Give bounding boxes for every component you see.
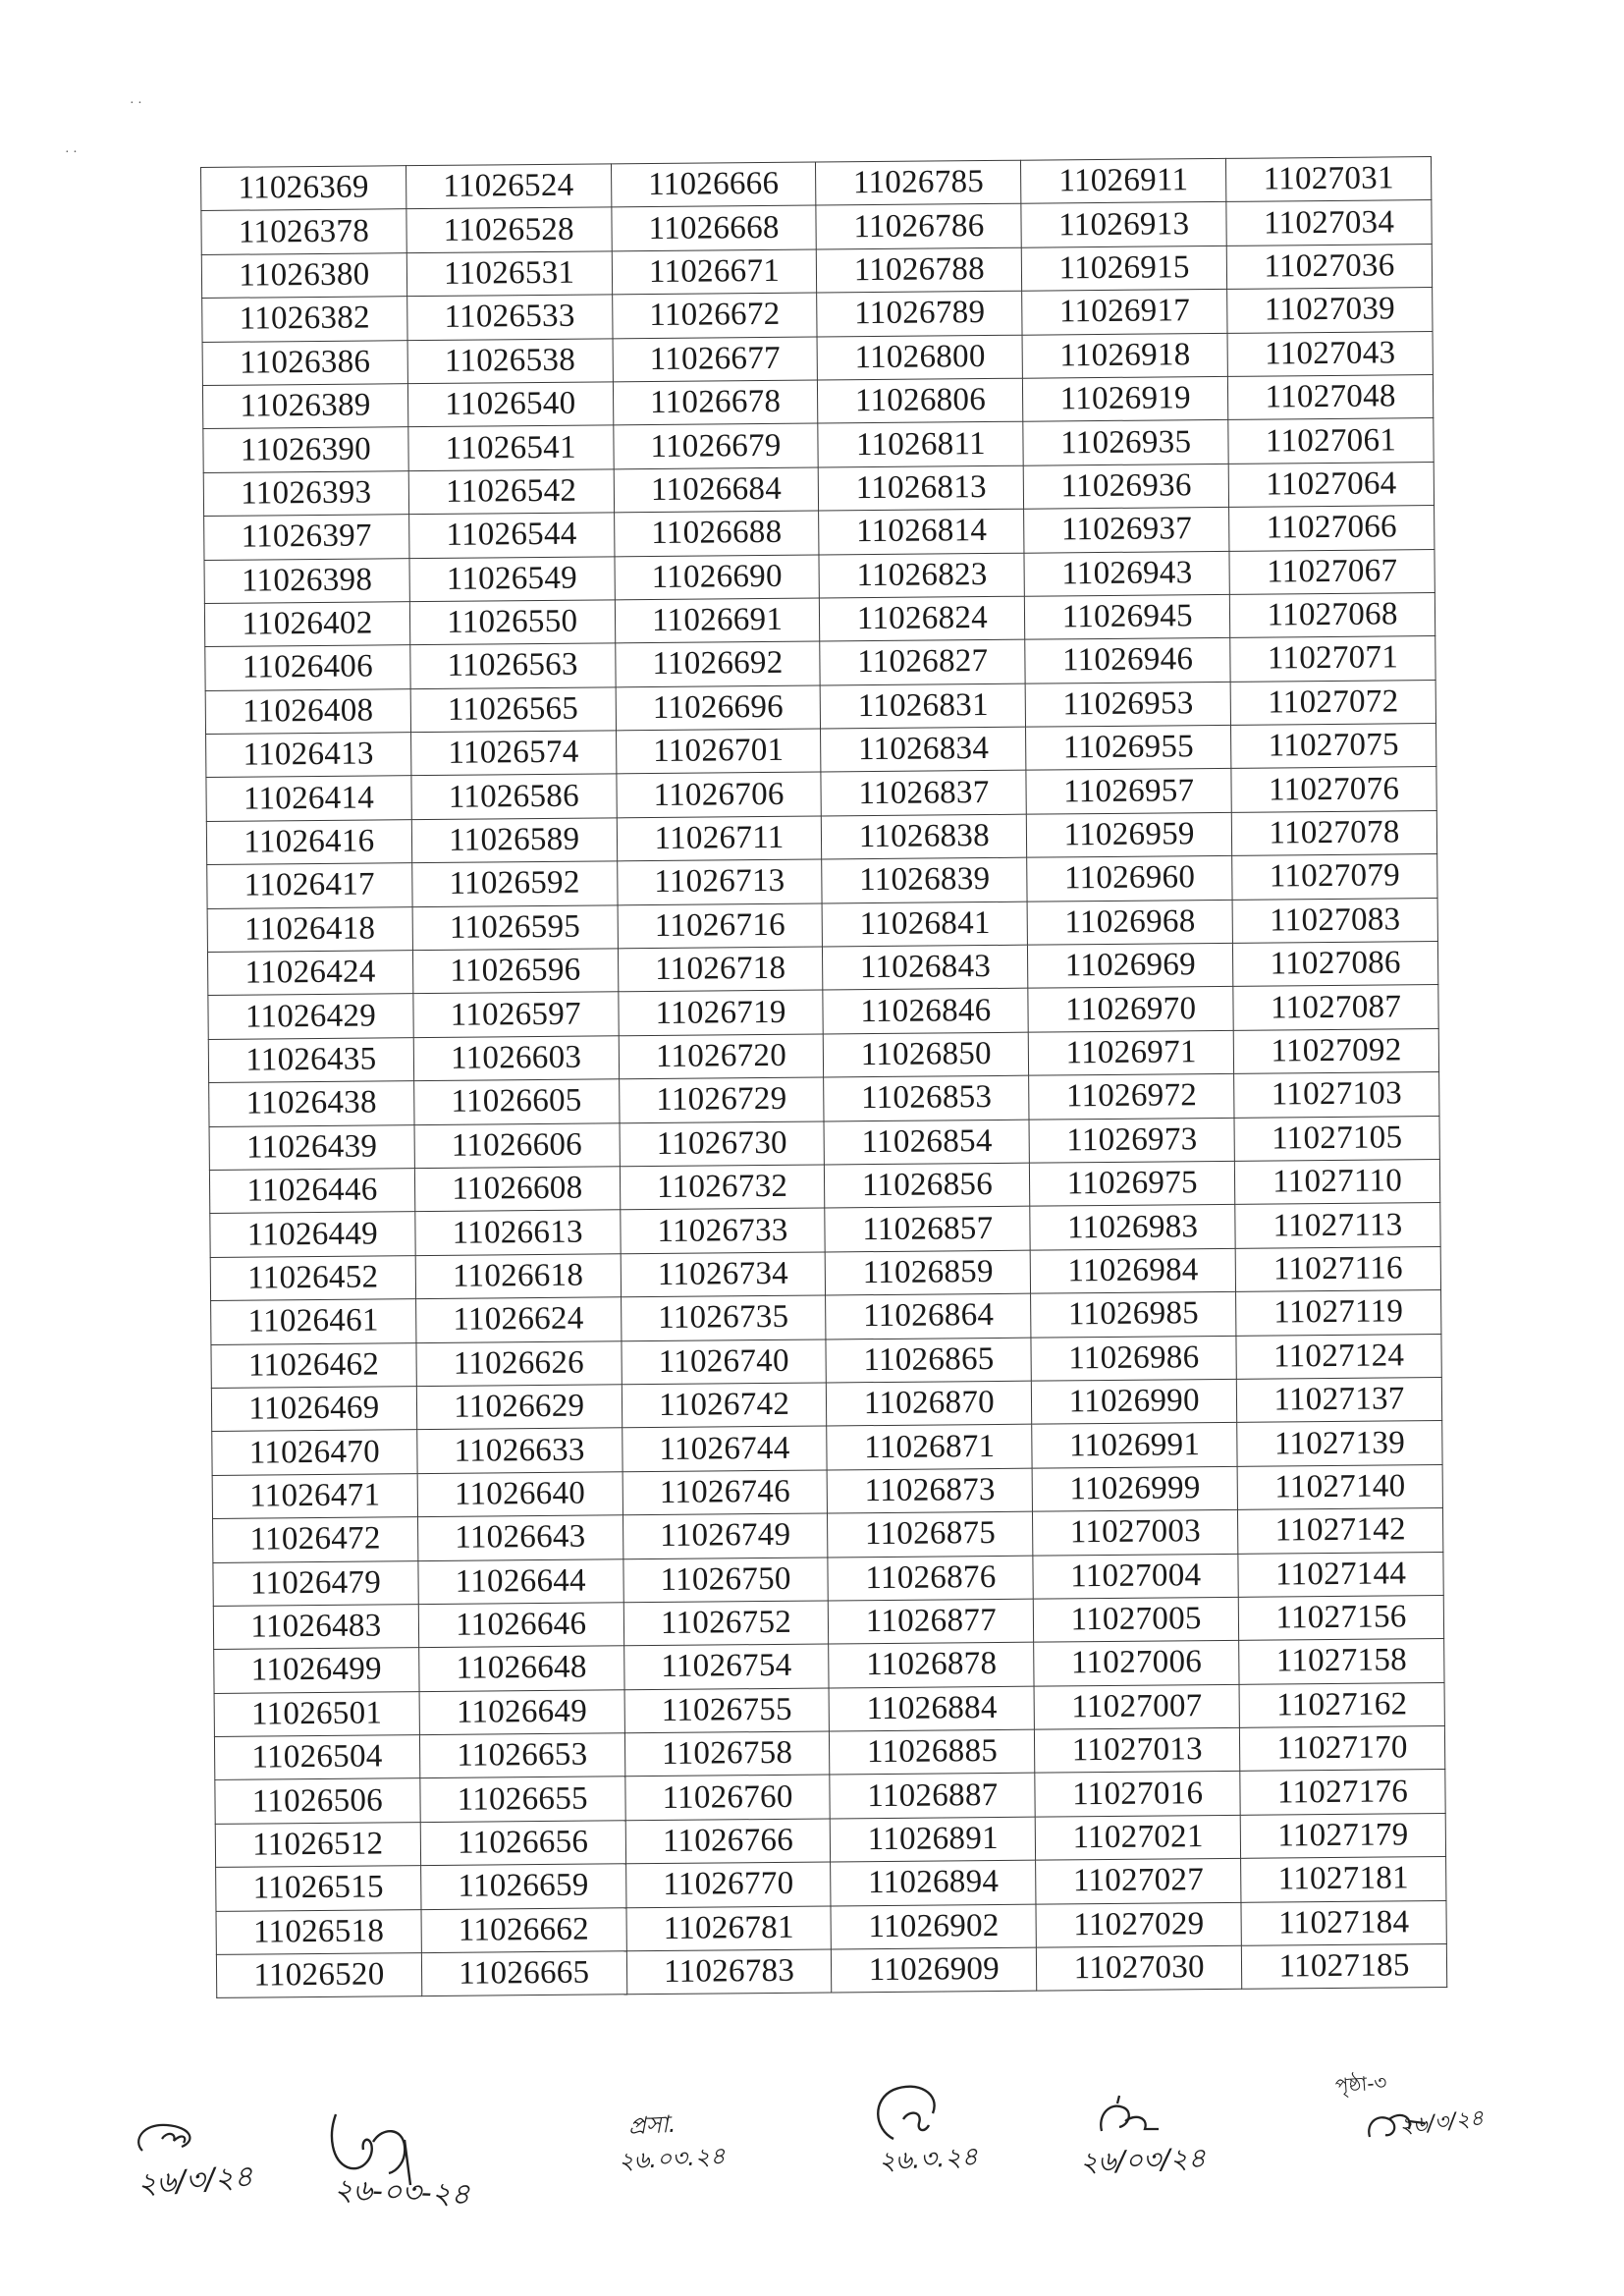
roll-number-cell: 11026690 (615, 555, 820, 600)
roll-number-cell: 11026678 (613, 380, 818, 425)
page-number: পৃষ্ঠা-৩ (1334, 2070, 1388, 2098)
roll-number-cell: 11026876 (828, 1556, 1033, 1601)
roll-number-cell: 11026716 (618, 903, 823, 949)
roll-number-cell: 11026720 (619, 1034, 824, 1079)
roll-number-cell: 11026679 (613, 423, 818, 468)
roll-number-cell: 11026742 (622, 1383, 827, 1428)
roll-number-cell: 11026783 (626, 1949, 832, 1995)
roll-number-cell: 11026633 (417, 1428, 623, 1473)
roll-number-cell: 11026843 (823, 945, 1028, 990)
roll-number-cell: 11026831 (821, 683, 1026, 729)
signature-date-2: ২৬-০৩-২৪ (333, 2172, 471, 2213)
roll-number-cell: 11026746 (623, 1470, 828, 1515)
roll-number-cell: 11026565 (410, 687, 616, 733)
roll-number-cell: 11026518 (216, 1909, 421, 1954)
roll-number-cell: 11026643 (417, 1515, 623, 1560)
roll-number-cell: 11026913 (1021, 202, 1226, 247)
roll-number-cell: 11026754 (623, 1644, 829, 1689)
roll-number-cell: 11026909 (832, 1947, 1037, 1993)
roll-number-cell: 11026758 (624, 1731, 830, 1777)
roll-number-cell: 11026665 (421, 1951, 626, 1996)
roll-number-cell: 11026919 (1023, 376, 1228, 421)
roll-number-cell: 11027005 (1034, 1597, 1239, 1642)
roll-number-cell: 11026946 (1025, 638, 1230, 683)
roll-number-cell: 11027003 (1033, 1509, 1238, 1555)
roll-number-cell: 11026449 (210, 1212, 415, 1257)
signature-date-6: ২৬/৩/২৪ (1397, 2105, 1486, 2140)
roll-number-cell: 11026984 (1030, 1248, 1235, 1293)
roll-number-cell: 11026839 (822, 857, 1027, 902)
roll-number-cell: 11026955 (1026, 725, 1231, 770)
roll-number-cell: 11026393 (203, 470, 408, 516)
roll-number-cell: 11026618 (415, 1254, 621, 1299)
roll-number-cell: 11026734 (621, 1252, 826, 1297)
roll-number-table (200, 156, 1447, 1998)
roll-number-cell: 11026653 (419, 1733, 624, 1778)
roll-number-cell: 11026711 (617, 816, 822, 861)
roll-number-cell: 11026749 (623, 1513, 828, 1558)
roll-number-cell: 11026857 (825, 1207, 1030, 1252)
roll-number-cell: 11026973 (1029, 1118, 1234, 1163)
roll-number-cell: 11026629 (416, 1385, 622, 1430)
roll-number-cell: 11026452 (210, 1255, 415, 1300)
roll-number-cell: 11026533 (406, 295, 612, 340)
roll-number-cell: 11026856 (825, 1163, 1030, 1208)
roll-number-cell: 11026970 (1028, 987, 1233, 1032)
roll-number-cell: 11026380 (201, 252, 406, 298)
roll-number-cell: 11026733 (620, 1208, 825, 1253)
roll-number-cell: 11026418 (207, 906, 412, 952)
roll-number-cell: 11027075 (1231, 724, 1436, 769)
roll-number-cell: 11027142 (1238, 1508, 1443, 1554)
roll-number-cell: 11027064 (1228, 462, 1434, 507)
roll-number-cell: 11026469 (211, 1387, 416, 1432)
roll-number-cell: 11026959 (1027, 812, 1232, 857)
scan-speck: · · (65, 145, 78, 160)
roll-number-cell: 11026574 (410, 731, 616, 776)
roll-number-cell: 11027068 (1229, 592, 1435, 637)
roll-number-cell: 11026788 (817, 247, 1022, 293)
roll-number-cell: 11027029 (1036, 1902, 1241, 1947)
roll-number-cell: 11026389 (202, 384, 407, 429)
signature-date-5: ২৬/০৩/২৪ (1079, 2141, 1207, 2179)
roll-number-cell: 11026752 (623, 1601, 829, 1646)
roll-number-cell: 11027039 (1227, 288, 1433, 333)
roll-number-cell: 11027170 (1240, 1726, 1445, 1772)
roll-number-cell: 11026811 (818, 422, 1023, 467)
roll-number-cell: 11026701 (616, 729, 821, 774)
roll-number-cell: 11026937 (1024, 507, 1229, 552)
roll-number-cell: 11026606 (414, 1122, 620, 1168)
roll-number-cell: 11026684 (614, 467, 819, 513)
roll-number-cell: 11026668 (612, 205, 817, 250)
roll-number-cell: 11026983 (1030, 1205, 1235, 1250)
signature-date-4: ২৬.৩.২৪ (878, 2142, 979, 2177)
roll-number-cell: 11026911 (1021, 158, 1226, 203)
roll-number-cell: 11026740 (622, 1339, 827, 1385)
roll-number-cell: 11026873 (828, 1468, 1033, 1513)
roll-number-cell: 11026504 (214, 1735, 419, 1780)
roll-number-cell: 11026827 (820, 639, 1025, 684)
roll-number-cell: 11026760 (624, 1775, 830, 1820)
roll-number-cell: 11027103 (1234, 1072, 1439, 1118)
roll-number-cell: 11026785 (816, 160, 1021, 205)
roll-number-cell: 11026991 (1032, 1423, 1237, 1468)
roll-number-cell: 11026918 (1022, 333, 1227, 378)
roll-number-cell: 11026885 (830, 1729, 1035, 1775)
roll-number-cell: 11026542 (408, 469, 614, 515)
roll-number-cell: 11027072 (1230, 680, 1435, 725)
roll-number-cell: 11026884 (830, 1686, 1035, 1731)
roll-number-cell: 11026563 (410, 643, 616, 688)
roll-number-cell: 11027113 (1235, 1203, 1440, 1248)
roll-number-cell: 11026813 (819, 465, 1024, 511)
roll-number-cell: 11026414 (206, 776, 411, 821)
roll-number-cell: 11027021 (1036, 1815, 1241, 1860)
roll-number-cell: 11026624 (415, 1297, 621, 1342)
roll-number-cell: 11026501 (214, 1691, 419, 1736)
roll-number-cell: 11026875 (828, 1511, 1033, 1557)
roll-number-cell: 11026386 (202, 340, 407, 385)
table-row (216, 1944, 1446, 1998)
roll-number-cell: 11027043 (1227, 331, 1433, 376)
roll-number-cell: 11026891 (831, 1817, 1036, 1862)
roll-number-cell: 11026671 (612, 249, 817, 295)
roll-number-cell: 11026512 (215, 1822, 420, 1867)
roll-number-cell: 11026902 (831, 1904, 1036, 1949)
roll-number-cell: 11026789 (817, 291, 1022, 336)
roll-number-cell: 11026531 (406, 251, 612, 297)
roll-number-cell: 11027007 (1034, 1684, 1239, 1729)
roll-number-cell: 11027176 (1240, 1770, 1445, 1815)
roll-number-cell: 11027156 (1238, 1595, 1443, 1640)
roll-number-cell: 11026953 (1025, 682, 1230, 727)
roll-number-cell: 11026397 (204, 515, 409, 560)
roll-number-cell: 11026659 (420, 1864, 625, 1909)
roll-number-cell: 11026960 (1027, 856, 1232, 902)
roll-number-cell: 11027110 (1235, 1160, 1440, 1205)
roll-number-cell: 11026732 (620, 1165, 825, 1210)
roll-number-cell: 11026877 (829, 1599, 1034, 1644)
roll-number-cell: 11026550 (409, 600, 615, 645)
roll-number-cell: 11026540 (407, 382, 613, 427)
roll-number-cell: 11027162 (1239, 1682, 1444, 1727)
roll-number-cell: 11027184 (1241, 1900, 1446, 1945)
roll-number-cell: 11027031 (1226, 157, 1432, 202)
roll-number-cell: 11026544 (408, 513, 614, 558)
roll-number-cell: 11027067 (1229, 549, 1435, 594)
roll-number-cell: 11026894 (831, 1860, 1036, 1905)
roll-number-cell: 11026644 (418, 1558, 623, 1604)
roll-number-cell: 11027179 (1240, 1813, 1445, 1858)
roll-number-cell: 11026834 (821, 727, 1026, 772)
roll-number-cell: 11026471 (212, 1473, 417, 1518)
roll-number-cell: 11026985 (1031, 1291, 1236, 1337)
roll-number-cell: 11026662 (421, 1907, 626, 1952)
roll-number-cell: 11026603 (413, 1036, 619, 1081)
roll-number-cell: 11026648 (418, 1646, 623, 1691)
roll-number-cell: 11026666 (611, 162, 816, 207)
roll-number-cell: 11026413 (206, 733, 411, 778)
roll-number-cell: 11026846 (823, 989, 1028, 1034)
roll-number-cell: 11026800 (818, 335, 1023, 380)
roll-number-cell: 11026408 (205, 688, 410, 734)
roll-number-cell: 11026838 (822, 814, 1027, 859)
roll-number-cell: 11027105 (1234, 1116, 1439, 1161)
roll-number-cell: 11027027 (1036, 1859, 1241, 1904)
roll-number-cell: 11026592 (412, 861, 618, 906)
roll-number-cell: 11027066 (1229, 506, 1435, 551)
roll-number-cell: 11026823 (819, 553, 1024, 598)
roll-number-cell: 11026515 (216, 1866, 421, 1911)
roll-number-cell: 11026824 (820, 596, 1025, 641)
roll-number-cell: 11026461 (211, 1299, 416, 1344)
roll-number-cell: 11026692 (615, 641, 820, 686)
roll-number-cell: 11026713 (617, 859, 822, 904)
roll-number-cell: 11026672 (612, 293, 817, 338)
roll-number-cell: 11026755 (624, 1688, 830, 1733)
roll-number-cell: 11026483 (213, 1605, 418, 1650)
roll-number-cell: 11026655 (420, 1777, 625, 1822)
roll-number-cell: 11026968 (1027, 900, 1232, 945)
roll-number-cell: 11026969 (1028, 943, 1233, 988)
roll-number-cell: 11026472 (213, 1517, 418, 1562)
roll-number-cell: 11026936 (1023, 464, 1228, 509)
roll-number-cell: 11027140 (1237, 1464, 1442, 1509)
roll-number-cell: 11027036 (1226, 244, 1432, 289)
roll-number-cell: 11027158 (1239, 1639, 1444, 1684)
roll-number-cell: 11027006 (1034, 1641, 1239, 1686)
roll-number-cell: 11027144 (1238, 1552, 1443, 1597)
roll-number-cell: 11026640 (417, 1472, 623, 1517)
roll-number-cell: 11026586 (411, 774, 617, 819)
roll-number-cell: 11026854 (824, 1120, 1029, 1165)
roll-number-cell: 11026613 (415, 1210, 621, 1255)
roll-number-cell: 11026887 (830, 1774, 1035, 1819)
roll-number-cell: 11026865 (826, 1338, 1031, 1383)
roll-number-cell: 11026957 (1026, 769, 1231, 814)
signature-mark-3: প্রসা. (627, 2109, 677, 2141)
roll-number-cell: 11026656 (420, 1821, 625, 1866)
roll-number-cell: 11026850 (824, 1032, 1029, 1077)
roll-number-cell: 11027124 (1236, 1334, 1441, 1379)
roll-number-cell: 11026766 (625, 1819, 831, 1864)
roll-number-cell: 11026841 (823, 902, 1028, 947)
roll-number-cell: 11026706 (617, 772, 822, 817)
roll-number-cell: 11027185 (1241, 1944, 1446, 1990)
roll-number-cell: 11026853 (824, 1075, 1029, 1121)
roll-number-cell: 11026781 (626, 1906, 832, 1951)
roll-number-cell: 11026608 (414, 1167, 620, 1212)
roll-number-cell: 11026975 (1030, 1161, 1235, 1206)
roll-number-cell: 11026837 (821, 771, 1026, 816)
roll-number-cell: 11026688 (614, 511, 819, 556)
roll-number-cell: 11026870 (827, 1381, 1032, 1426)
roll-number-cell: 11026589 (411, 818, 617, 863)
roll-number-cell: 11027083 (1232, 898, 1437, 943)
roll-number-cell: 11027086 (1233, 942, 1438, 987)
roll-number-cell: 11026971 (1029, 1030, 1234, 1075)
roll-number-cell: 11026999 (1032, 1466, 1237, 1511)
roll-number-cell: 11026871 (827, 1424, 1032, 1469)
roll-number-cell: 11026626 (416, 1340, 622, 1386)
roll-number-cell: 11026549 (409, 556, 615, 601)
roll-number-cell: 11026677 (613, 337, 818, 382)
roll-number-cell: 11026402 (204, 602, 409, 647)
roll-number-cell: 11026786 (816, 204, 1021, 249)
roll-number-cell: 11026986 (1031, 1336, 1236, 1381)
roll-number-cell: 11027071 (1230, 636, 1435, 682)
roll-number-cell: 11026369 (201, 166, 406, 211)
roll-number-cell: 11027061 (1228, 418, 1434, 464)
roll-number-cell: 11026398 (204, 558, 409, 603)
roll-number-cell: 11027048 (1228, 375, 1434, 420)
roll-number-cell: 11027004 (1033, 1554, 1238, 1599)
roll-number-cell: 11026524 (406, 164, 611, 209)
roll-number-cell: 11026915 (1022, 246, 1227, 291)
roll-number-cell: 11026435 (208, 1037, 413, 1082)
roll-number-cell: 11026520 (216, 1953, 421, 1998)
roll-number-cell: 11026878 (829, 1642, 1034, 1687)
roll-number-cell: 11026596 (412, 949, 618, 994)
roll-number-cell: 11026462 (211, 1342, 416, 1388)
roll-number-cell: 11026943 (1024, 551, 1229, 596)
roll-number-cell: 11027119 (1236, 1290, 1441, 1336)
roll-number-cell: 11026541 (408, 425, 614, 470)
roll-number-cell: 11027013 (1035, 1727, 1240, 1773)
roll-number-cell: 11026718 (618, 947, 823, 992)
roll-number-cell: 11026806 (818, 378, 1023, 423)
roll-number-cell: 11026416 (206, 820, 411, 865)
roll-number-cell: 11027137 (1236, 1377, 1441, 1422)
roll-number-cell: 11026597 (413, 992, 619, 1037)
roll-number-cell: 11027079 (1232, 854, 1437, 900)
roll-number-cell: 11026691 (615, 598, 820, 643)
roll-number-cell: 11026417 (207, 863, 412, 908)
roll-number-cell: 11026945 (1025, 594, 1230, 639)
roll-number-cell: 11026506 (215, 1778, 420, 1824)
roll-number-cell: 11026479 (213, 1560, 418, 1606)
roll-number-cell: 11026859 (826, 1250, 1031, 1295)
roll-number-cell: 11026864 (826, 1293, 1031, 1339)
roll-number-cell: 11027076 (1231, 767, 1436, 812)
roll-number-cell: 11026990 (1032, 1379, 1237, 1424)
scan-speck: · · (130, 96, 142, 111)
roll-number-cell: 11027078 (1231, 810, 1436, 855)
roll-number-cell: 11026814 (819, 509, 1024, 554)
roll-number-cell: 11026424 (207, 951, 412, 996)
roll-number-cell: 11027030 (1037, 1945, 1242, 1991)
roll-number-cell: 11026646 (418, 1603, 623, 1648)
roll-number-cell: 11027116 (1235, 1246, 1440, 1291)
roll-number-cell: 11026429 (208, 994, 413, 1039)
roll-number-cell: 11026439 (209, 1124, 414, 1170)
roll-number-cell: 11026605 (413, 1079, 619, 1124)
roll-number-cell: 11026499 (214, 1648, 419, 1693)
roll-number-cell: 11026917 (1022, 290, 1227, 335)
roll-number-cell: 11026935 (1023, 420, 1228, 465)
roll-number-cell: 11026696 (616, 685, 821, 731)
roll-number-cell: 11026438 (209, 1081, 414, 1126)
roll-number-cell: 11026382 (202, 297, 407, 342)
roll-number-cell: 11026972 (1029, 1074, 1234, 1120)
roll-number-cell: 11026538 (407, 338, 613, 383)
roll-number-cell: 11026735 (621, 1295, 826, 1340)
roll-number-cell: 11026649 (419, 1689, 624, 1734)
roll-number-cell: 11027139 (1237, 1421, 1442, 1466)
roll-number-cell: 11026528 (406, 207, 612, 252)
roll-number-cell: 11026378 (201, 209, 406, 254)
roll-number-cell: 11026390 (203, 427, 408, 472)
roll-number-cell: 11027016 (1035, 1772, 1240, 1817)
roll-number-cell: 11027087 (1233, 985, 1438, 1030)
roll-number-cell: 11026770 (625, 1862, 831, 1907)
roll-number-cell: 11026750 (623, 1557, 829, 1602)
roll-number-cell: 11026446 (209, 1169, 414, 1214)
roll-number-cell: 11026719 (619, 990, 824, 1035)
roll-number-cell: 11026470 (212, 1430, 417, 1475)
signature-date-1: ২৬/৩/২৪ (135, 2159, 254, 2203)
roll-number-cell: 11026730 (620, 1121, 825, 1167)
roll-number-cell: 11027181 (1241, 1857, 1446, 1902)
signature-date-3: ২৬.০৩.২৪ (618, 2142, 727, 2175)
roll-number-cell: 11027092 (1233, 1028, 1438, 1073)
roll-number-cell: 11026406 (205, 645, 410, 690)
roll-number-cell: 11026744 (622, 1426, 827, 1471)
roll-number-cell: 11026595 (412, 904, 618, 950)
roll-number-cell: 11027034 (1226, 200, 1432, 246)
roll-number-cell: 11026729 (619, 1077, 824, 1122)
